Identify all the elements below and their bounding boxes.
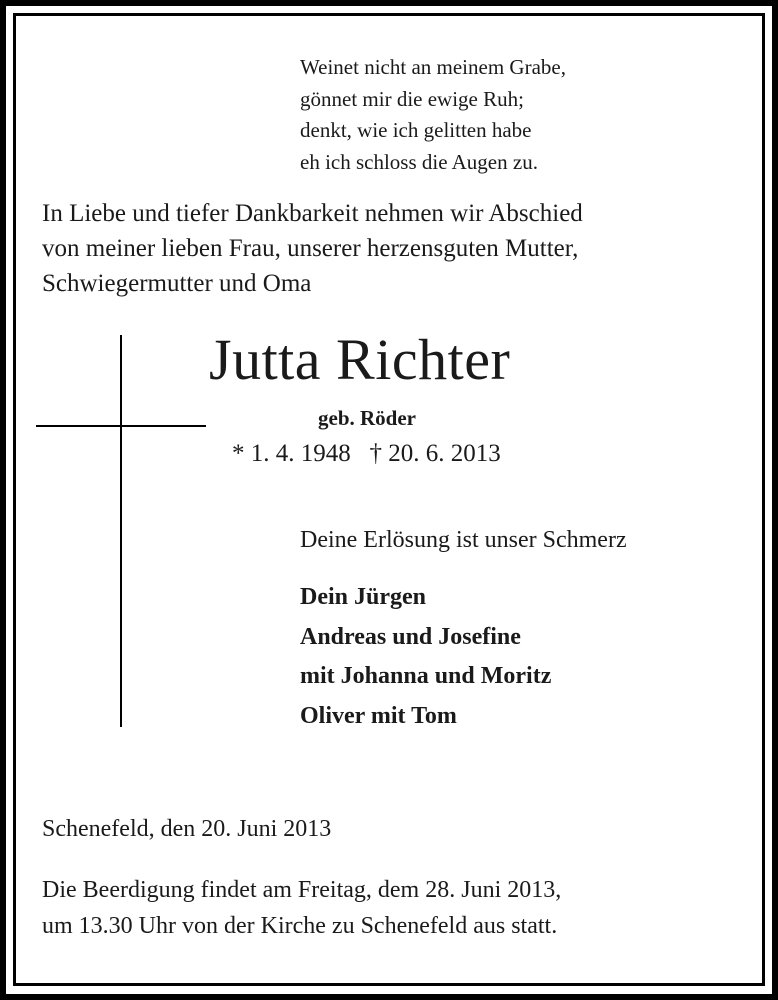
place-date: Schenefeld, den 20. Juni 2013 (42, 816, 332, 842)
intro-line: Schwiegermutter und Oma (42, 270, 312, 297)
poem (300, 52, 566, 178)
family-member: Dein Jürgen (300, 584, 426, 610)
intro-line: In Liebe und tiefer Dankbarkeit nehmen wir Abschied (42, 200, 583, 227)
poem-line: denkt, wie ich gelitten habe (300, 118, 532, 142)
poem-line: Weinet nicht an meinem Grabe, (300, 55, 566, 79)
cross-icon-bar (36, 425, 206, 427)
intro-text (42, 196, 583, 301)
maiden-name: geb. Röder (318, 406, 416, 430)
family-member: Oliver mit Tom (300, 702, 457, 729)
intro-line: von meiner lieben Frau, unserer herzensguten Mutter, (42, 235, 579, 262)
life-dates: * 1. 4. 1948 † 20. 6. 2013 (232, 440, 501, 467)
funeral-line: um 13.30 Uhr von der Kirche zu Schenefeld aus statt. (42, 913, 558, 939)
funeral-info (42, 872, 561, 944)
deceased-name: Jutta Richter (209, 327, 511, 392)
poem-line: gönnet mir die ewige Ruh; (300, 86, 524, 111)
funeral-line: Die Beerdigung findet am Freitag, dem 28. Juni 2013, (42, 877, 562, 903)
family-member: Andreas und Josefine (300, 623, 521, 650)
quote: Deine Erlösung ist unser Schmerz (300, 527, 627, 553)
family-member: mit Johanna und Moritz (300, 663, 552, 689)
family-list (300, 578, 551, 736)
cross-icon (120, 335, 122, 727)
poem-line: eh ich schloss die Augen zu. (300, 149, 538, 174)
